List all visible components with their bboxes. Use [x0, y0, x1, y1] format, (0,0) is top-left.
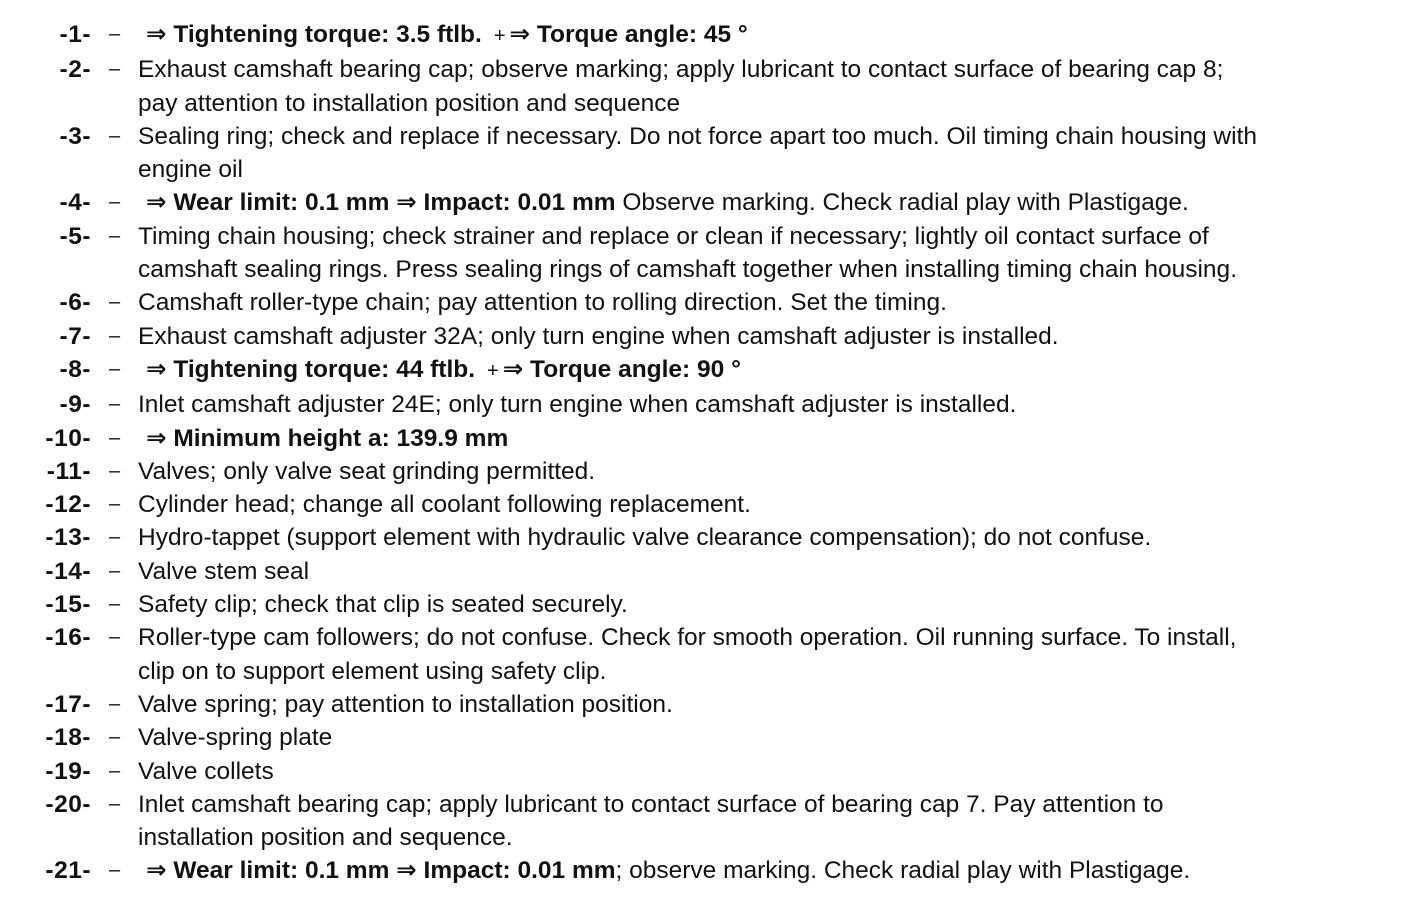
- legend-item-20: [0, 788, 1408, 855]
- legend-item-14: [0, 555, 1408, 588]
- description-line: camshaft sealing rings. Press sealing rings of camshaft together when installing timing chain housing.: [138, 256, 1237, 284]
- description-line: Camshaft roller-type chain; pay attention to rolling direction. Set the timing.: [138, 289, 947, 317]
- legend-item-12: [0, 488, 1408, 521]
- dash-separator: –: [108, 23, 121, 45]
- dash-separator: –: [108, 692, 121, 715]
- item-number: -16-: [45, 624, 91, 652]
- dash-separator: –: [108, 559, 121, 582]
- legend-item-11: [0, 455, 1408, 488]
- dash-separator: –: [108, 526, 121, 549]
- torque-angle-spec: ⇒ Torque angle: 45 °: [509, 21, 748, 48]
- description-line: installation position and sequence.: [138, 824, 513, 852]
- dash-separator: –: [108, 191, 121, 214]
- description-line: clip on to support element using safety clip.: [138, 657, 607, 685]
- item-number: -18-: [45, 724, 91, 752]
- item-number: -1-: [59, 21, 91, 48]
- item-number: -3-: [59, 122, 91, 150]
- item-number: -4-: [59, 189, 91, 217]
- dash-separator: –: [108, 393, 121, 416]
- legend-item-2: [0, 53, 1408, 120]
- legend-item-10: [0, 422, 1408, 455]
- legend-item-19: [0, 755, 1408, 788]
- description-line: Valve spring; pay attention to installation position.: [138, 690, 673, 718]
- description-line: pay attention to installation position and sequence: [138, 89, 681, 117]
- legend-item-9: [0, 388, 1408, 421]
- dash-separator: –: [108, 593, 121, 616]
- description-line: Valve stem seal: [138, 557, 310, 585]
- plus-sign: +: [487, 359, 499, 382]
- item-number: -21-: [45, 857, 91, 885]
- wear-limit-spec: ⇒ Wear limit: 0.1 mm ⇒ Impact: 0.01 mm: [146, 189, 616, 217]
- description-line: Timing chain housing; check strainer and replace or clean if necessary; lightly oil contact surface of: [138, 222, 1209, 250]
- legend-item-5: [0, 220, 1408, 287]
- legend-item-13: [0, 521, 1408, 554]
- item-number: -8-: [59, 355, 91, 383]
- item-description: [138, 621, 1408, 688]
- description-line: Inlet camshaft adjuster 24E; only turn engine when camshaft adjuster is installed.: [138, 391, 1017, 419]
- item-number: -20-: [45, 790, 91, 818]
- tightening-torque-spec: ⇒ Tightening torque: 3.5 ftlb.: [146, 21, 482, 48]
- item-description: [138, 521, 1408, 554]
- item-description: [138, 588, 1408, 621]
- description-line: Hydro-tappet (support element with hydraulic valve clearance compensation); do not confuse.: [138, 524, 1152, 552]
- item-description: [138, 53, 1408, 120]
- description-line: Valve-spring plate: [138, 724, 333, 752]
- dash-separator: –: [108, 459, 121, 482]
- dash-separator: –: [108, 357, 121, 380]
- item-description: [138, 120, 1408, 187]
- item-number: -15-: [45, 591, 91, 619]
- dash-separator: –: [108, 224, 121, 247]
- item-description: [138, 286, 1408, 319]
- legend-item-7: [0, 320, 1408, 353]
- item-description: [138, 388, 1408, 421]
- item-description: [138, 555, 1408, 588]
- item-description: [138, 455, 1408, 488]
- legend-item-17: [0, 688, 1408, 721]
- dash-separator: –: [108, 58, 121, 81]
- item-description: [138, 320, 1408, 353]
- item-description: [138, 488, 1408, 521]
- dash-separator: –: [108, 792, 121, 815]
- legend-item-3: [0, 120, 1408, 187]
- item-description: [138, 854, 1408, 887]
- legend-item-18: [0, 721, 1408, 754]
- item-number: -11-: [46, 457, 91, 485]
- item-number: -9-: [59, 391, 91, 419]
- item-description: [138, 18, 1408, 53]
- description-text: ; observe marking. Check radial play with Plastigage.: [615, 857, 1191, 885]
- minimum-height-spec: ⇒ Minimum height a: 139.9 mm: [146, 424, 509, 452]
- item-number: -10-: [45, 424, 91, 452]
- description-line: Cylinder head; change all coolant following replacement.: [138, 491, 751, 519]
- item-description: [138, 422, 1408, 455]
- item-description: [138, 788, 1408, 855]
- dash-separator: –: [108, 124, 121, 147]
- dash-separator: –: [108, 324, 121, 347]
- legend-item-15: [0, 588, 1408, 621]
- dash-separator: –: [108, 859, 121, 882]
- item-description: [138, 186, 1408, 219]
- item-number: -17-: [45, 690, 91, 718]
- plus-sign: +: [493, 25, 506, 47]
- description-line: Valves; only valve seat grinding permitted.: [138, 457, 596, 485]
- dash-separator: –: [108, 493, 121, 516]
- torque-angle-spec: ⇒ Torque angle: 90 °: [502, 355, 741, 383]
- item-number: -14-: [45, 557, 91, 585]
- legend-item-16: [0, 621, 1408, 688]
- legend-item-4: [0, 186, 1408, 219]
- item-number: -6-: [59, 289, 91, 317]
- legend-item-8: [0, 353, 1408, 388]
- description-line: engine oil: [138, 156, 243, 184]
- item-description: [138, 220, 1408, 287]
- dash-separator: –: [108, 759, 121, 782]
- item-number: -13-: [45, 524, 91, 552]
- item-description: [138, 755, 1408, 788]
- legend-item-6: [0, 286, 1408, 319]
- description-line: Exhaust camshaft adjuster 32A; only turn engine when camshaft adjuster is installed.: [138, 322, 1059, 350]
- legend-item-21: [0, 854, 1408, 887]
- description-line: Safety clip; check that clip is seated securely.: [138, 591, 628, 619]
- tightening-torque-spec: ⇒ Tightening torque: 44 ftlb.: [146, 355, 476, 383]
- legend-item-1: [0, 18, 1408, 53]
- item-number: -12-: [45, 491, 91, 519]
- description-line: Roller-type cam followers; do not confuse. Check for smooth operation. Oil running surface. To install,: [138, 624, 1237, 652]
- description-line: Exhaust camshaft bearing cap; observe marking; apply lubricant to contact surface of bearing cap 8;: [138, 56, 1224, 84]
- wear-limit-spec: ⇒ Wear limit: 0.1 mm ⇒ Impact: 0.01 mm: [146, 857, 616, 885]
- dash-separator: –: [108, 626, 121, 649]
- dash-separator: –: [108, 291, 121, 314]
- dash-separator: –: [108, 726, 121, 749]
- component-legend-list: [0, 18, 1408, 888]
- item-description: [138, 688, 1408, 721]
- description-line: Valve collets: [138, 757, 274, 785]
- item-number: -7-: [59, 322, 91, 350]
- dash-separator: –: [108, 426, 121, 449]
- description-line: Sealing ring; check and replace if necessary. Do not force apart too much. Oil timing chain housing with: [138, 122, 1257, 150]
- description-text: Observe marking. Check radial play with Plastigage.: [615, 189, 1189, 217]
- item-number: -19-: [45, 757, 91, 785]
- item-number: -5-: [59, 222, 91, 250]
- item-description: [138, 721, 1408, 754]
- item-description: [138, 353, 1408, 388]
- description-line: Inlet camshaft bearing cap; apply lubricant to contact surface of bearing cap 7. Pay attention to: [138, 790, 1164, 818]
- item-number: -2-: [59, 56, 91, 84]
